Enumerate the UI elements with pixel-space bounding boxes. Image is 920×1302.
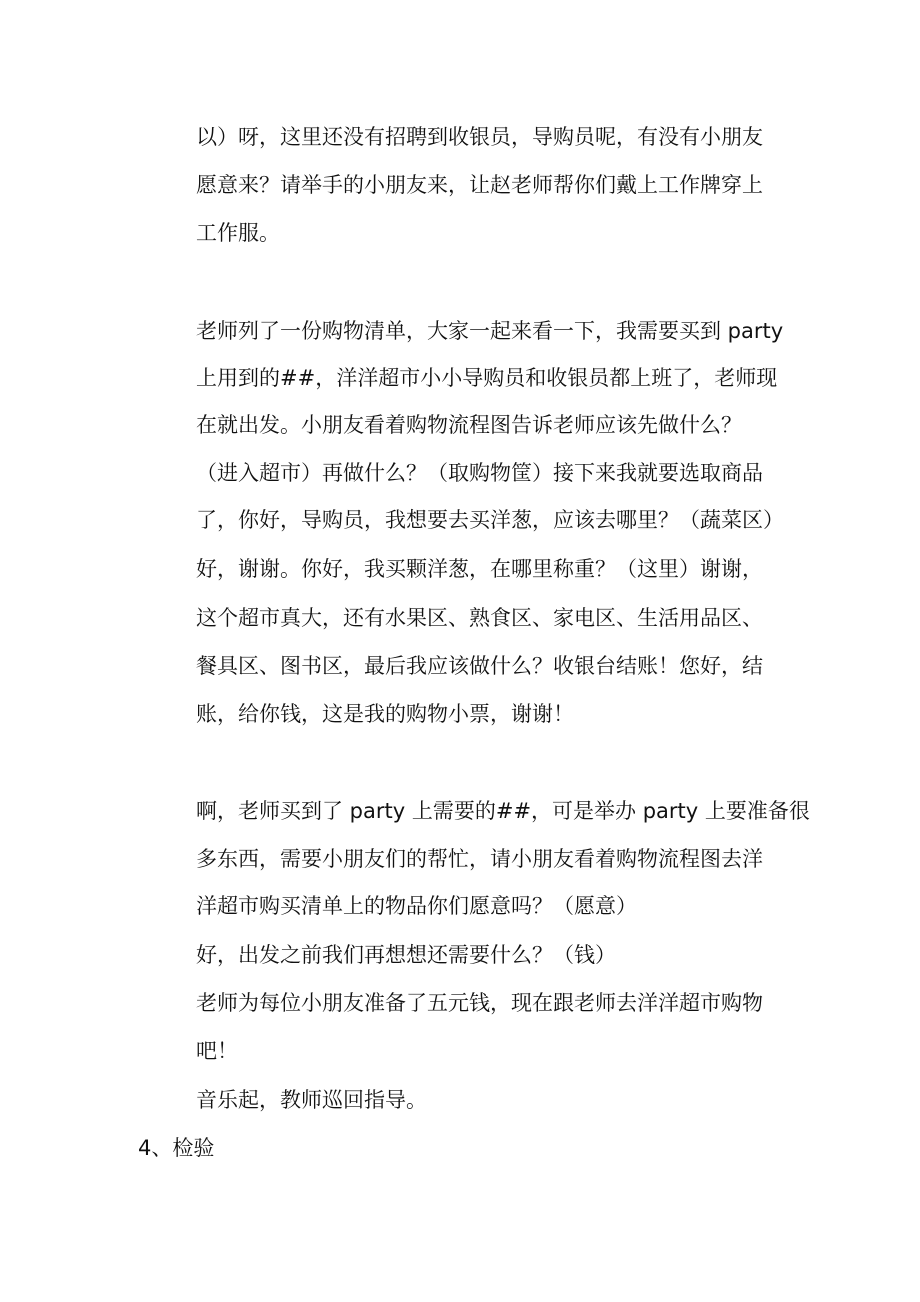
paragraph-2-line-7: 这个超市真大，还有水果区、熟食区、家电区、生活用品区、 bbox=[196, 606, 763, 630]
paragraph-2-line-9: 账，给你钱，这是我的购物小票，谢谢！ bbox=[196, 702, 574, 726]
paragraph-2-line-2: 上用到的##，洋洋超市小小导购员和收银员都上班了，老师现 bbox=[196, 366, 778, 390]
paragraph-2-line-1: 老师列了一份购物清单，大家一起来看一下，我需要买到 party bbox=[196, 319, 784, 343]
paragraph-2-line-4: （进入超市）再做什么？（取购物筐）接下来我就要选取商品 bbox=[196, 461, 763, 485]
paragraph-1-line-3: 工作服。 bbox=[196, 221, 280, 245]
paragraph-3-line-7: 音乐起，教师巡回指导。 bbox=[196, 1088, 427, 1112]
paragraph-3-line-1: 啊，老师买到了 party 上需要的##，可是举办 party 上要准备很 bbox=[196, 799, 810, 823]
paragraph-3-line-5: 老师为每位小朋友准备了五元钱，现在跟老师去洋洋超市购物 bbox=[196, 991, 763, 1015]
paragraph-2-line-5: 了，你好，导购员，我想要去买洋葱，应该去哪里？（蔬菜区） bbox=[196, 508, 784, 532]
paragraph-3-line-6: 吧！ bbox=[196, 1039, 238, 1063]
paragraph-3-line-4: 好，出发之前我们再想想还需要什么？（钱） bbox=[196, 943, 616, 967]
paragraph-3-line-3: 洋超市购买清单上的物品你们愿意吗？（愿意） bbox=[196, 894, 637, 918]
paragraph-1-line-1: 以）呀，这里还没有招聘到收银员，导购员呢，有没有小朋友 bbox=[196, 125, 763, 149]
paragraph-2-line-6: 好，谢谢。你好，我买颗洋葱，在哪里称重？（这里）谢谢， bbox=[196, 557, 763, 581]
paragraph-2-line-8: 餐具区、图书区，最后我应该做什么？收银台结账！您好，结 bbox=[196, 654, 763, 678]
paragraph-3-line-2: 多东西，需要小朋友们的帮忙，请小朋友看着购物流程图去洋 bbox=[196, 847, 763, 871]
paragraph-2-line-3: 在就出发。小朋友看着购物流程图告诉老师应该先做什么？ bbox=[196, 413, 742, 437]
paragraph-1-line-2: 愿意来？请举手的小朋友来，让赵老师帮你们戴上工作牌穿上 bbox=[196, 173, 763, 197]
section-heading: 4、检验 bbox=[138, 1136, 215, 1160]
